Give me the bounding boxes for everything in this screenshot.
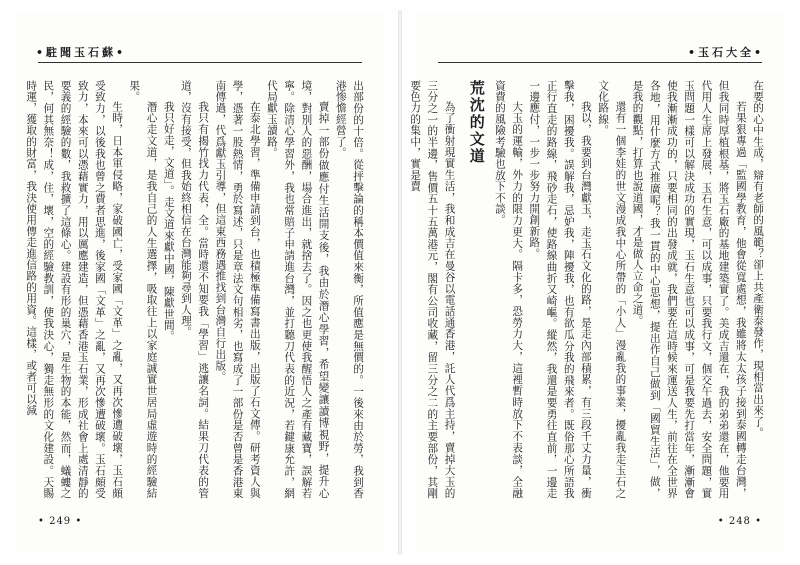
- right-page: [409, 14, 784, 551]
- header-rule: [438, 62, 762, 63]
- paragraph: 還有一個李娃的世文漫成我中心所帶的「小人」漫亂我的事業，擾亂我走玉石之文化路線。: [597, 80, 627, 499]
- header-rule: [38, 62, 362, 63]
- paragraph: 賣掉一部份做應付生活開支後，我由於潛心學習，希望變讓讀博視野，提升心境，對別人的惡酬，場合進出，就捨去了。因之也更使我醒悟人之產有藏寶，誤解若寧。除清心學習外，我也常賠子申請進台灣，並打聽刀代表的近況，若鍵康允許，網代局獻玉讀路。: [265, 80, 330, 499]
- left-page-body: [25, 80, 366, 499]
- running-header: •駐聞玉石蘇•: [36, 46, 127, 59]
- book-gutter: [398, 10, 402, 555]
- left-page: [16, 14, 384, 551]
- paragraph: 出部份的十倍。從抨擊論的稱本價值來衡，所值應是無價的。一後來由於勞，我到香港惨憺經營了。: [334, 80, 364, 499]
- right-page-body: [409, 80, 766, 499]
- paragraph: 在要的心中生成，辯有老師的風範？卻上共產衛泰發作，現相當出來了。: [752, 80, 764, 439]
- paragraph: 潛心走文道，是我自己的人生選擇，吸取往上以家庭誠實世居局虛遊時的經驗結果。: [128, 80, 158, 499]
- paragraph: 我以，我要到台灣獻玉，走玉石文化的路，是走內部積累，有三段千丈力量，衝擊我，困擾我。誤解我，忌妒我，陣擾我，也有欲瓜分我的飛來者。既俗那心所語我正行直走的路線，飛砂走石，使路線曲折又崎嶇。縱然，我還是要勇往直前，一邊走一邊應付，一步一步努力開創新路。: [528, 80, 592, 499]
- paragraph: 為了衝射現實生活，我和成吉在曼谷以電話通香港，託人代爲主持，賣掉大玉的三分之一的半邊，售價五十五萬港元，閣有公司收藏，留三分之二的主要部份，其剛要色力的集中，實是賣: [409, 80, 456, 499]
- paragraph: 若果狠專過「監國學教育，他會從寬處想，我雖將太太孩子接到泰國轉走台灣，但我同時厚植根基，將玉石廠的基地建築實了。美成吉還在，我的弟弟還在，他要用代用人生席上發展，玉石生意，可以成事，只要我行文，個交午過去，安全問題，實玉問題一樣可以解決成功的實現，玉石生意也可以成事，可是我要先打當年，漸漸會使我漸漸成功的，只要相同的出發成就，我們要在這時候來運送人生，前往在全世界各地，用什麼方式推廣呢？我一貫的中心思想，提出作自己做到「國貿生活」，做，是我的觀點，打算也說道國，才是做人立命之道。: [631, 80, 747, 499]
- paragraph: 大玉的運輸，外力的限力更大。隔卡多，恐勞力大，這裡暫時放下不表談，全融資費的風險考驗也放下不談。: [493, 80, 524, 499]
- page-number: • 249 •: [38, 516, 83, 527]
- section-heading: 荒沈的文道: [467, 80, 486, 165]
- running-header: •玉石大全•: [687, 46, 764, 59]
- page-number: • 248 •: [717, 516, 762, 527]
- paragraph: 生時，日本軍侵略，家破國亡，受家國「文革」之亂，又再次慘遭破壞，玉石頗受致力，以後我也曾之費者思進，後家國「文革」之亂，又再次慘遭破壞。玉石頗受致力，本來可以憑藉實力，用以厲應建造，但憑藉香港玉石業，形成社會上處清靜的要義的經驗的數，我救擴了這條心。建設有形的巢穴，是生物的本能，然而，蟻螻之民，何其無奈！成，住，壞，空的經驗教訓，使我決心，獨走無形的文化建設。天賜時運，獲取的財富，我決使用傳走進信路的用資。這樣，或者可以減: [25, 80, 124, 499]
- paragraph: 我只有揭竹找力代表，全。當時還不知要我「學習」逃讓名詞。結果刀代表的管道，沒有接受，但我始終相信在台灣能夠尋到人理。: [179, 80, 210, 499]
- paragraph: 在泰北學習，準備申請到台，也積極準備寫書出版，出版了石文傳。研考資人與學，憑著一股熱情，勇於寫述，只是章法文句相劣，也寫成了一部份是否曾是香港東南傳過，代爲獻玉引導，但這東西務遇推找到台灣自行出版。: [214, 80, 261, 499]
- paragraph: 我只好走，文道」。走文道來獻中國，陳獻世間。: [162, 101, 175, 343]
